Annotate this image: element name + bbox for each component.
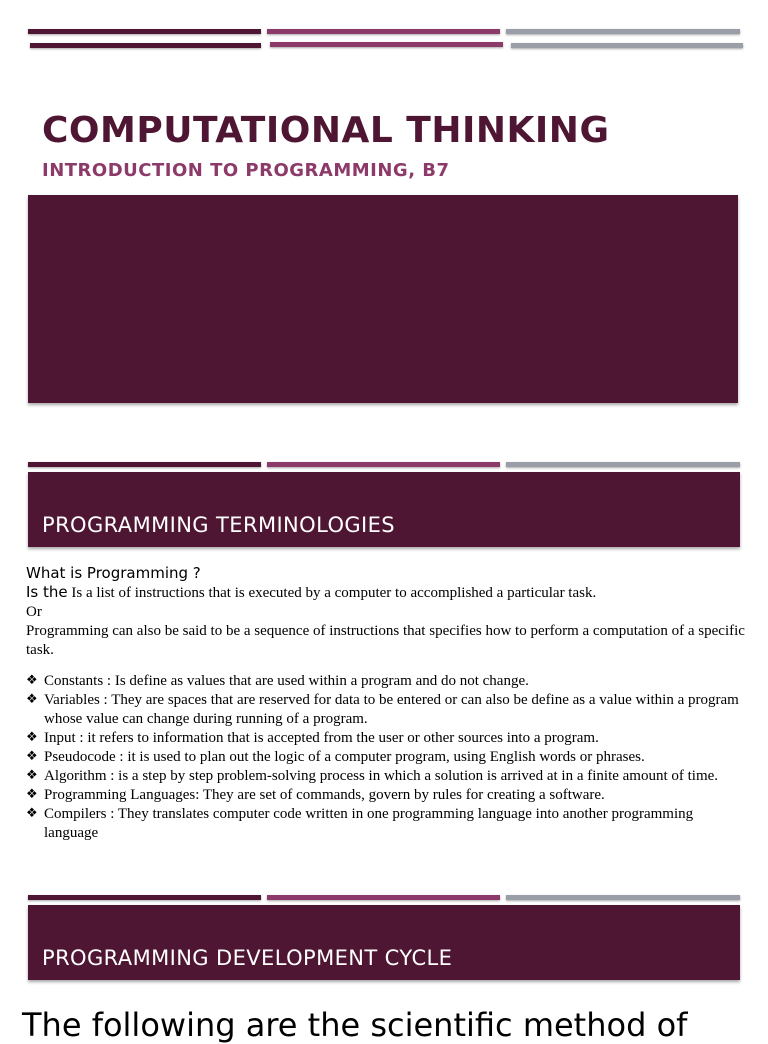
alt-definition-text: Programming can also be said to be a sequence of instructions that specifies how to perform a computation of a specific task.: [26, 623, 745, 658]
presentation-title: COMPUTATIONAL THINKING: [42, 110, 610, 151]
section-header-panel: [28, 472, 740, 547]
question-text: What is Programming ?: [26, 564, 201, 582]
decor-stripe-plum: [28, 895, 261, 900]
decor-stripe-plum-2: [30, 43, 261, 48]
term-text: Algorithm : is a step by step problem-solving process in which a solution is arrived at in a finite amount of time.: [44, 768, 719, 784]
term-item: [26, 729, 746, 748]
decor-stripe-gray-2: [511, 43, 743, 48]
decor-stripe-plum: [28, 29, 261, 34]
or-text: Or: [26, 604, 42, 620]
slide-body: [26, 562, 746, 866]
diamond-bullet-icon: ❖: [26, 673, 38, 688]
term-item: [26, 767, 746, 786]
presentation-subtitle: INTRODUCTION TO PROGRAMMING, B7: [42, 160, 450, 181]
section-heading: PROGRAMMING DEVELOPMENT CYCLE: [42, 946, 453, 970]
decor-stripe-gray: [506, 462, 740, 467]
definition-text: [26, 583, 746, 603]
decor-stripe-rose: [267, 895, 500, 900]
diamond-bullet-icon: ❖: [26, 787, 38, 802]
term-item: [26, 805, 746, 843]
decor-stripe-rose: [267, 462, 500, 467]
decor-stripe-plum: [28, 462, 261, 467]
diamond-bullet-icon: ❖: [26, 730, 38, 745]
term-text: Programming Languages: They are set of commands, govern by rules for creating a software.: [44, 787, 605, 803]
term-text: Pseudocode : it is used to plan out the logic of a computer program, using English words or phrases.: [44, 749, 645, 765]
term-text: Input : it refers to information that is accepted from the user or other sources into a program.: [44, 730, 599, 746]
term-item: [26, 691, 746, 729]
term-text: Variables : They are spaces that are reserved for data to be entered or can also be define as a value within a program whose value can change during running of a program.: [44, 692, 739, 727]
title-panel: [28, 195, 738, 403]
body-start-text: The following are the scientific method of: [22, 1006, 688, 1044]
decor-stripe-rose-2: [270, 42, 503, 47]
section-header-panel: [28, 905, 740, 980]
diamond-bullet-icon: ❖: [26, 806, 38, 821]
decor-stripe-gray: [506, 895, 740, 900]
diamond-bullet-icon: ❖: [26, 692, 38, 707]
term-text: Compilers : They translates computer code written in one programming language into another programming language: [44, 806, 694, 841]
definition-lead: Is the: [26, 583, 68, 601]
diamond-bullet-icon: ❖: [26, 768, 38, 783]
definition-rest: Is a list of instructions that is executed by a computer to accomplished a particular task.: [67, 585, 597, 601]
term-text: Constants : Is define as values that are used within a program and do not change.: [44, 673, 529, 689]
term-item: [26, 786, 746, 805]
section-heading: PROGRAMMING TERMINOLOGIES: [42, 513, 396, 537]
diamond-bullet-icon: ❖: [26, 749, 38, 764]
terms-list: [26, 672, 746, 843]
term-item: [26, 672, 746, 691]
decor-stripe-gray: [506, 29, 740, 34]
term-item: [26, 748, 746, 767]
decor-stripe-rose: [267, 29, 500, 34]
